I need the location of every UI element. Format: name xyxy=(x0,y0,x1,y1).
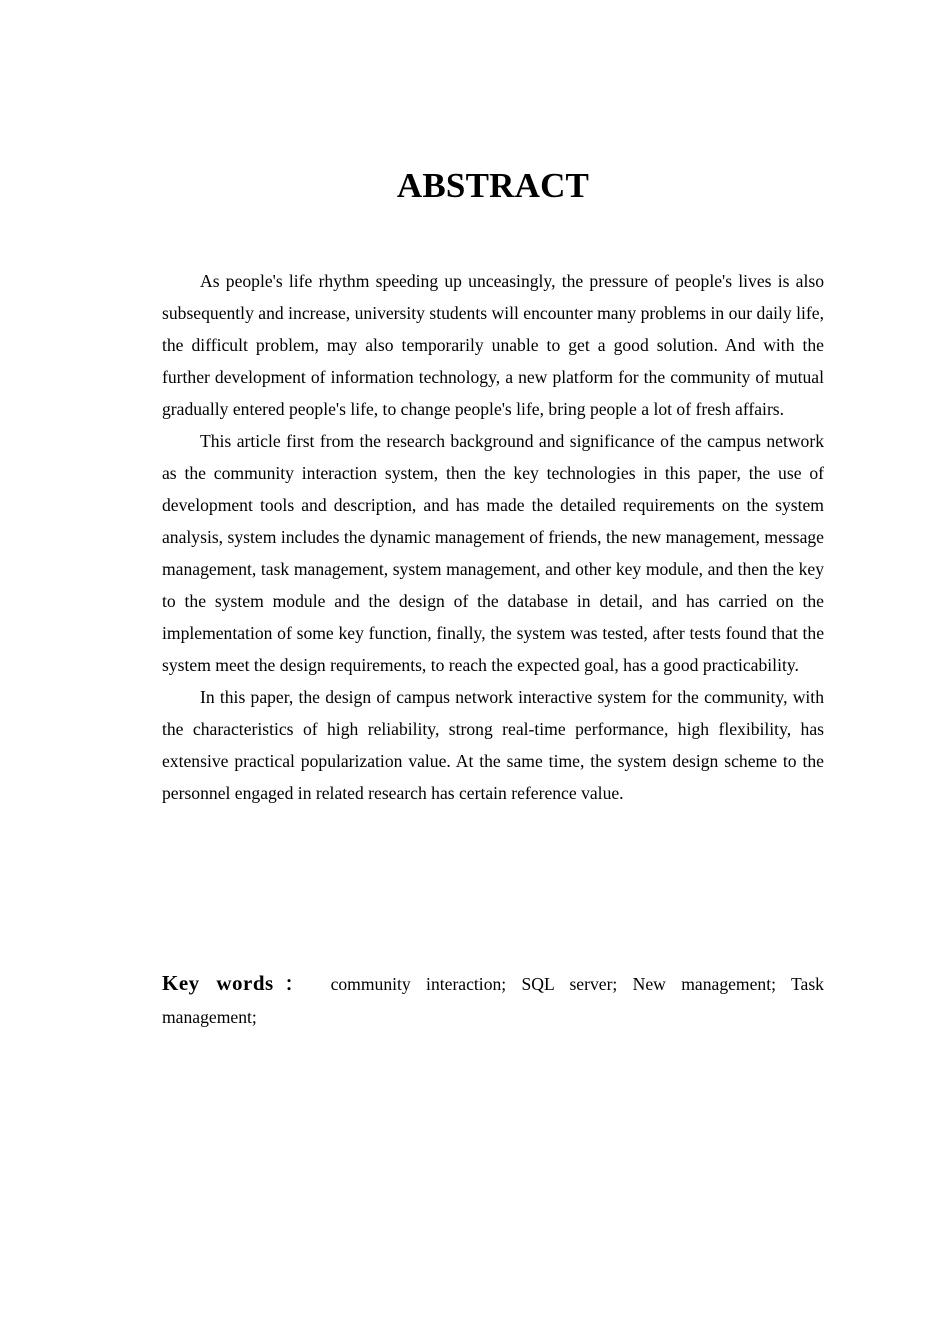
abstract-title: ABSTRACT xyxy=(396,166,590,205)
keywords-line xyxy=(162,967,824,1033)
abstract-paragraph-3: In this paper, the design of campus network interactive system for the community, with the characteristics of high reliability, strong real-time performance, high flexibility, has extensive practical popularization value. At the same time, the system design scheme to the personnel engaged in related research has certain reference value. xyxy=(162,687,824,803)
abstract-body xyxy=(162,265,824,809)
abstract-paragraph-1: As people's life rhythm speeding up unceasingly, the pressure of people's lives is also subsequently and increase, university students will encounter many problems in our daily life, the difficult problem, may also temporarily unable to get a good solution. And with the further development of information technology, a new platform for the community of mutual gradually entered people's life, to change people's life, bring people a lot of fresh affairs. xyxy=(162,271,824,419)
abstract-paragraph-2: This article first from the research background and significance of the campus network as the community interaction system, then the key technologies in this paper, the use of development tools and description, and has made the detailed requirements on the system analysis, system includes the dynamic management of friends, the new management, message management, task management, system management, and other key module, and then the key to the system module and the design of the database in detail, and has carried on the implementation of some key function, finally, the system was tested, after tests found that the system meet the design requirements, to reach the expected goal, has a good practicability. xyxy=(162,431,824,675)
keywords-text: community interaction; SQL server; New management; Task management; xyxy=(162,974,824,1027)
keywords-separator: ： xyxy=(273,974,315,995)
keywords-label: Key words xyxy=(162,971,274,995)
